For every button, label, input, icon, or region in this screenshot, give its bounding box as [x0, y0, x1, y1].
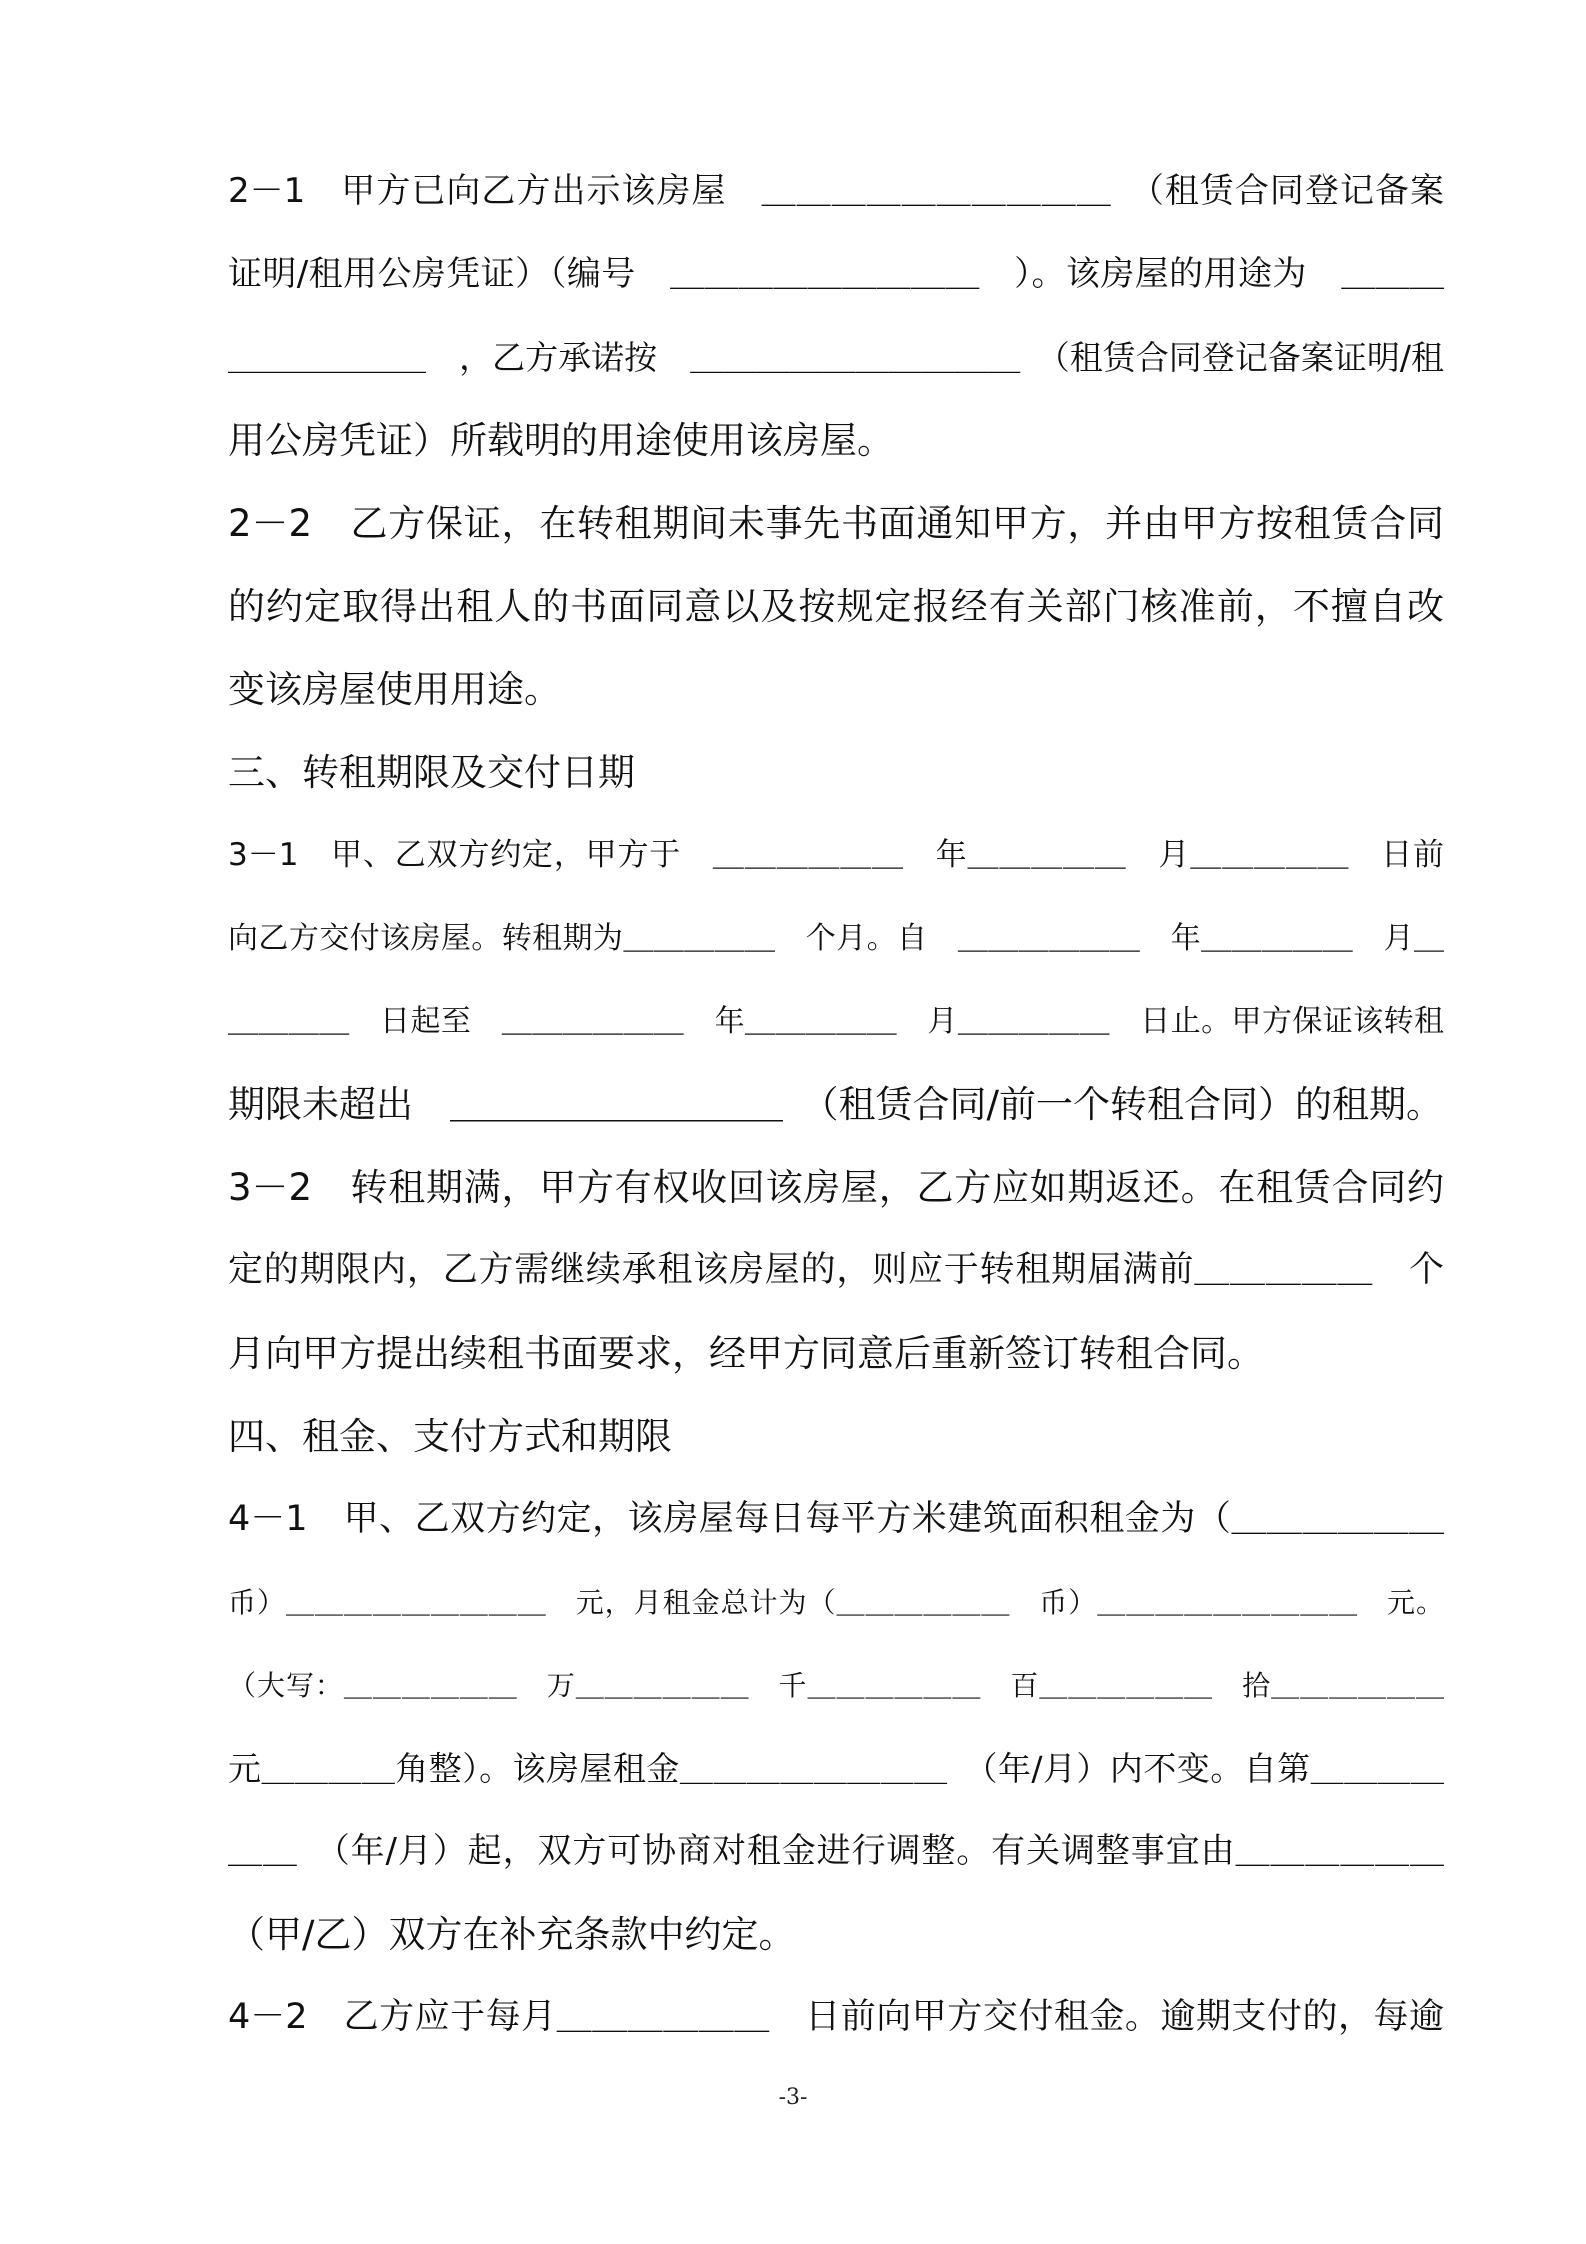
section-heading: 四、租金、支付方式和期限 — [228, 1415, 672, 1458]
text-line: 币）＿＿＿＿＿＿＿＿＿ 元，月租金总计为（＿＿＿＿＿＿ 币）＿＿＿＿＿＿＿＿＿ 元。 — [228, 1586, 1444, 1619]
text-line: （甲/乙）双方在补充条款中约定。 — [228, 1913, 796, 1956]
page-number: -3- — [778, 2085, 808, 2110]
text-line: ＿＿ （年/月）起，双方可协商对租金进行调整。有关调整事宜由＿＿＿＿＿＿ — [228, 1831, 1444, 1871]
text-line: 定的期限内，乙方需继续承租该房屋的，则应于转租期届满前＿＿＿＿＿ 个 — [228, 1250, 1444, 1290]
text-line: 3－1 甲、乙双方约定，甲方于 ＿＿＿＿＿＿ 年＿＿＿＿＿ 月＿＿＿＿＿ 日前 — [228, 837, 1444, 873]
text-line: ＿＿＿＿＿＿ ，乙方承诺按 ＿＿＿＿＿＿＿＿＿＿ （租赁合同登记备案证明/租 — [228, 338, 1444, 377]
text-line: 2－1 甲方已向乙方出示该房屋 ＿＿＿＿＿＿＿＿＿＿ （租赁合同登记备案 — [228, 171, 1444, 211]
section-heading: 三、转租期限及交付日期 — [228, 751, 635, 794]
text-line: 元＿＿＿＿角整）。该房屋租金＿＿＿＿＿＿＿＿ （年/月）内不变。自第＿＿＿＿ — [228, 1749, 1444, 1788]
text-line: （大写：＿＿＿＿＿＿ 万＿＿＿＿＿＿ 千＿＿＿＿＿＿ 百＿＿＿＿＿＿ 拾＿＿＿＿＿＿ — [228, 1669, 1444, 1702]
text-line: 证明/租用公房凭证）（编号 ＿＿＿＿＿＿＿＿＿ ）。该房屋的用途为 ＿＿＿ — [228, 254, 1444, 294]
document-body — [228, 150, 1444, 2059]
text-line: 向乙方交付该房屋。转租期为＿＿＿＿＿ 个月。自 ＿＿＿＿＿＿ 年＿＿＿＿＿ 月＿ — [228, 921, 1444, 956]
text-line: 3－2 转租期满，甲方有权收回该房屋，乙方应如期返还。在租赁合同约 — [228, 1166, 1444, 1209]
text-line: 变该房屋使用用途。 — [228, 668, 561, 711]
text-line: 的约定取得出租人的书面同意以及按规定报经有关部门核准前，不擅自改 — [228, 585, 1444, 628]
text-line: 期限未超出 ＿＿＿＿＿＿＿＿＿ （租赁合同/前一个转租合同）的租期。 — [228, 1083, 1443, 1126]
text-line: 月向甲方提出续租书面要求，经甲方同意后重新签订转租合同。 — [228, 1332, 1264, 1375]
text-line: 4－2 乙方应于每月＿＿＿＿＿＿ 日前向甲方交付租金。逾期支付的，每逾 — [228, 1997, 1444, 2037]
text-line: ＿＿＿＿ 日起至 ＿＿＿＿＿＿ 年＿＿＿＿＿ 月＿＿＿＿＿ 日止。甲方保证该转租 — [228, 1004, 1444, 1039]
text-line: 2－2 乙方保证，在转租期间未事先书面通知甲方，并由甲方按租赁合同 — [228, 502, 1444, 545]
text-line: 用公房凭证）所载明的用途使用该房屋。 — [228, 419, 894, 462]
text-line: 4－1 甲、乙双方约定，该房屋每日每平方米建筑面积租金为（＿＿＿＿＿＿ — [228, 1499, 1444, 1539]
